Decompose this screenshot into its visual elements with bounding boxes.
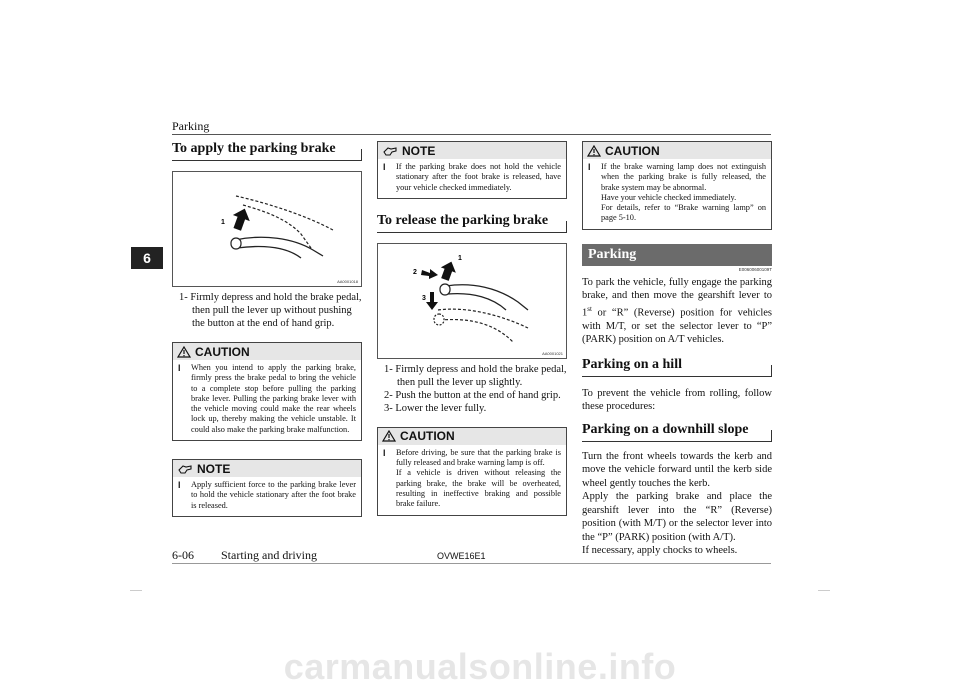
caution-box-warning-lamp [582, 141, 772, 230]
downhill-paragraph-2: Apply the parking brake and place the gearshift lever into the “R” (Reverse) position (with M/T) or the selector lever into the “P” (PARK) position (with A/T). [582, 491, 772, 543]
step-item: 1- Firmly depress and hold the brake pedal, then pull the lever up slightly. [384, 363, 567, 388]
step-item: 2- Push the button at the end of hand grip. [384, 389, 561, 401]
column-3 [582, 141, 772, 558]
caution-header [173, 343, 361, 360]
bullet-marker: l [178, 480, 181, 491]
note-box-release [377, 141, 567, 199]
bullet-marker: l [588, 162, 591, 172]
caution-body [378, 445, 566, 515]
note-hand-icon [382, 145, 398, 157]
bullet-marker: l [383, 447, 386, 458]
caution-header [583, 142, 771, 159]
caution-body [583, 159, 771, 229]
downhill-paragraph-3: If necessary, apply chocks to wheels. [582, 545, 738, 557]
section-title-release: To release the parking brake [377, 213, 567, 233]
callout-2: 2 [413, 268, 417, 276]
crop-mark [818, 590, 830, 591]
downhill-paragraph-1: Turn the front wheels towards the kerb and move the vehicle forward until the kerb side wheel gently touches the kerb. [582, 450, 772, 489]
callout-1: 1 [458, 254, 462, 262]
figure-code: AA0001021 [542, 350, 563, 356]
caution-box-apply [172, 342, 362, 441]
note-text: If the parking brake does not hold the vehicle stationary after the foot brake is released, have your vehicle checked immediately. [396, 162, 561, 192]
callout-1: 1 [221, 219, 225, 226]
caution-label: CAUTION [195, 344, 250, 359]
section-title-downhill: Parking on a downhill slope [582, 422, 772, 442]
figure-apply-brake [172, 171, 362, 287]
parking-paragraph [582, 276, 772, 347]
parking-brake-release-illustration [378, 244, 566, 358]
bullet-marker: l [383, 162, 386, 172]
caution-body [173, 360, 361, 440]
callout-3: 3 [422, 294, 426, 302]
section-title-hill: Parking on a hill [582, 357, 772, 377]
caution-label: CAUTION [400, 429, 455, 444]
note-body [173, 477, 361, 516]
superscript-st: st [587, 304, 592, 313]
figure-code: AA0001018 [337, 279, 358, 284]
watermark: carmanualsonline.info [283, 646, 677, 687]
section-title-apply: To apply the parking brake [172, 141, 362, 161]
footer-section-name: Starting and driving [221, 548, 317, 562]
figure-release-brake [377, 243, 567, 359]
running-header: Parking [172, 119, 210, 133]
caution-label: CAUTION [605, 143, 660, 158]
parking-text: To park the vehicle, fully engage the parking brake, and then move the gearshift lever to 1 [582, 276, 772, 319]
note-header [378, 142, 566, 159]
apply-steps [172, 291, 362, 330]
note-label: NOTE [197, 461, 231, 476]
caution-text: If the brake warning lamp does not extinguish when the parking brake is fully released, the brake system may be abnormal. [601, 162, 766, 192]
footer-rule [172, 563, 771, 564]
hill-paragraph: To prevent the vehicle from rolling, follow these procedures: [582, 387, 772, 413]
section-code: E00600600109T [738, 266, 772, 272]
note-header [173, 460, 361, 477]
caution-text: If a vehicle is driven without releasing the parking brake, the brake will be overheated, resulting in ineffective braking and possible brake failure. [396, 468, 561, 509]
column-2 [377, 141, 567, 516]
header-rule [172, 134, 771, 135]
document-code: OVWE16E1 [437, 551, 486, 561]
note-body [378, 159, 566, 198]
bullet-marker: l [178, 363, 181, 373]
chapter-tab: 6 [131, 247, 163, 269]
note-text: Apply sufficient force to the parking brake lever to hold the vehicle stationary after the foot brake is released. [191, 480, 356, 510]
parking-brake-lever-illustration [173, 172, 361, 286]
caution-text: Have your vehicle checked immediately. [601, 192, 737, 202]
section-banner-parking: Parking [582, 244, 772, 266]
parking-text: or “R” (Reverse) position for vehicles with M/T, or set the selector lever to “P” (PARK) position on A/T vehicles. [582, 307, 772, 346]
note-hand-icon [177, 463, 193, 475]
crop-mark [130, 590, 142, 591]
caution-text: When you intend to apply the parking brake, firmly press the brake pedal to bring the vehicle to a complete stop before pulling the parking brake lever. Pulling the parking brake lever with the vehicle moving could make the rear wheels lock up, thereby making the vehicle unstable. It could also make the parking brake malfunction. [191, 363, 356, 434]
step-item: 1- Firmly depress and hold the brake pedal, then pull the lever up without pushing the button at the end of hand grip. [179, 292, 362, 329]
release-steps [377, 363, 567, 415]
caution-header [378, 428, 566, 445]
warning-triangle-icon [382, 430, 396, 442]
step-item: 3- Lower the lever fully. [384, 402, 487, 414]
caution-text: Before driving, be sure that the parking brake is fully released and brake warning lamp is off. [396, 447, 561, 468]
warning-triangle-icon [587, 145, 601, 157]
warning-triangle-icon [177, 346, 191, 358]
note-label: NOTE [402, 143, 436, 158]
caution-box-release [377, 427, 567, 516]
column-1 [172, 141, 362, 517]
caution-reference: For details, refer to “Brake warning lamp” on page 5-10. [601, 203, 766, 223]
note-box-apply [172, 459, 362, 517]
page-number: 6-06 [172, 548, 194, 562]
